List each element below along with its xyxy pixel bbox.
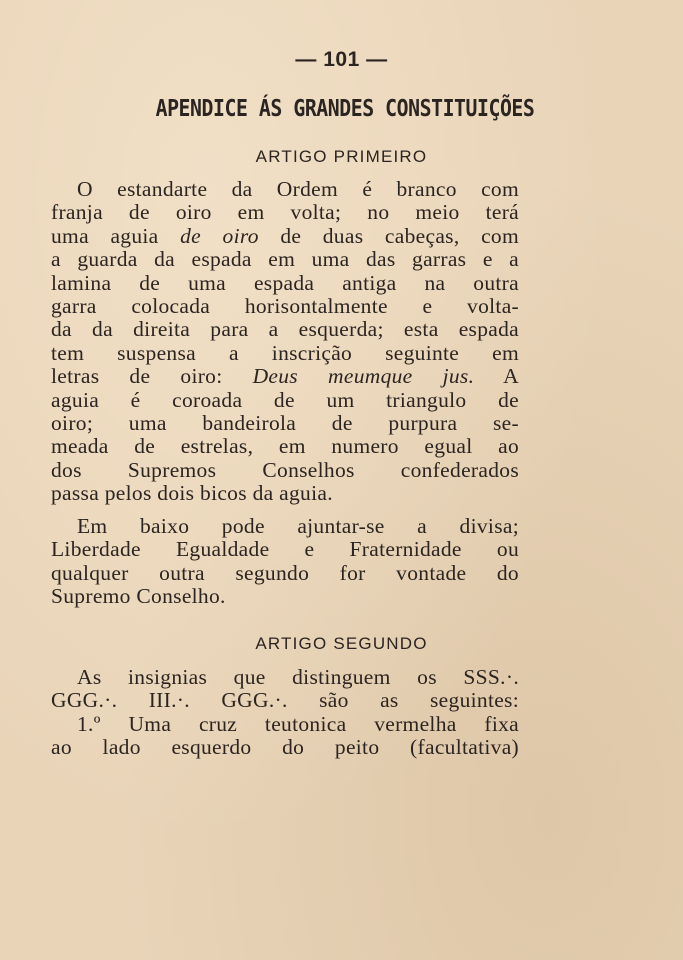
article-1-paragraph-2 <box>51 515 519 609</box>
text-line: GGG.·. III.·. GGG.·. são as seguintes: <box>51 688 519 713</box>
text-line: Supremo Conselho. <box>51 584 226 609</box>
text-run: uma aguia <box>51 223 181 248</box>
article-1-paragraph-1 <box>51 178 519 506</box>
text-line: O estandarte da Ordem é branco com <box>77 177 519 201</box>
text-line: meada de estrelas, em numero egual ao <box>51 434 519 459</box>
text-run: letras de oiro: <box>51 364 253 389</box>
text-run: de duas cabeças, com <box>258 223 519 248</box>
text-line: lamina de uma espada antiga na outra <box>51 270 519 295</box>
text-line <box>51 225 519 248</box>
text-line <box>51 365 519 388</box>
article-2-paragraph <box>51 666 519 760</box>
text-line: garra colocada horisontalmente e volta- <box>51 294 519 319</box>
text-line: a guarda da espada em uma das garras e a <box>51 247 519 272</box>
text-line: tem suspensa a inscrição seguinte em <box>51 340 519 365</box>
appendix-title: APENDICE ÁS GRANDES CONSTITUIÇÕES <box>155 96 535 122</box>
text-run: A <box>474 364 519 389</box>
text-line: qualquer outra segundo for vontade do <box>51 560 519 585</box>
text-line: da da direita para a esquerda; esta espada <box>51 317 519 342</box>
text-line: 1.º Uma cruz teutonica vermelha fixa <box>77 711 519 736</box>
italic-run: de oiro <box>180 223 259 248</box>
text-line: dos Supremos Conselhos confederados <box>51 457 519 482</box>
page-number: — 101 — <box>295 48 388 71</box>
text-line: franja de oiro em volta; no meio terá <box>51 200 519 225</box>
text-line: passa pelos dois bicos da aguia. <box>51 481 333 506</box>
italic-run: Deus meumque jus. <box>252 364 475 389</box>
text-line: aguia é coroada de um triangulo de <box>51 387 519 412</box>
article-1-heading: ARTIGO PRIMEIRO <box>255 147 428 166</box>
text-line: oiro; uma bandeirola de purpura se- <box>51 411 519 436</box>
text-line: Em baixo pode ajuntar-se a divisa; <box>77 514 519 538</box>
text-line: As insignias que distinguem os SSS.·. <box>77 665 519 689</box>
article-2-heading: ARTIGO SEGUNDO <box>255 634 428 653</box>
text-line: ao lado esquerdo do peito (facultativa) <box>51 735 519 760</box>
text-line: Liberdade Egualdade e Fraternidade ou <box>51 537 519 562</box>
